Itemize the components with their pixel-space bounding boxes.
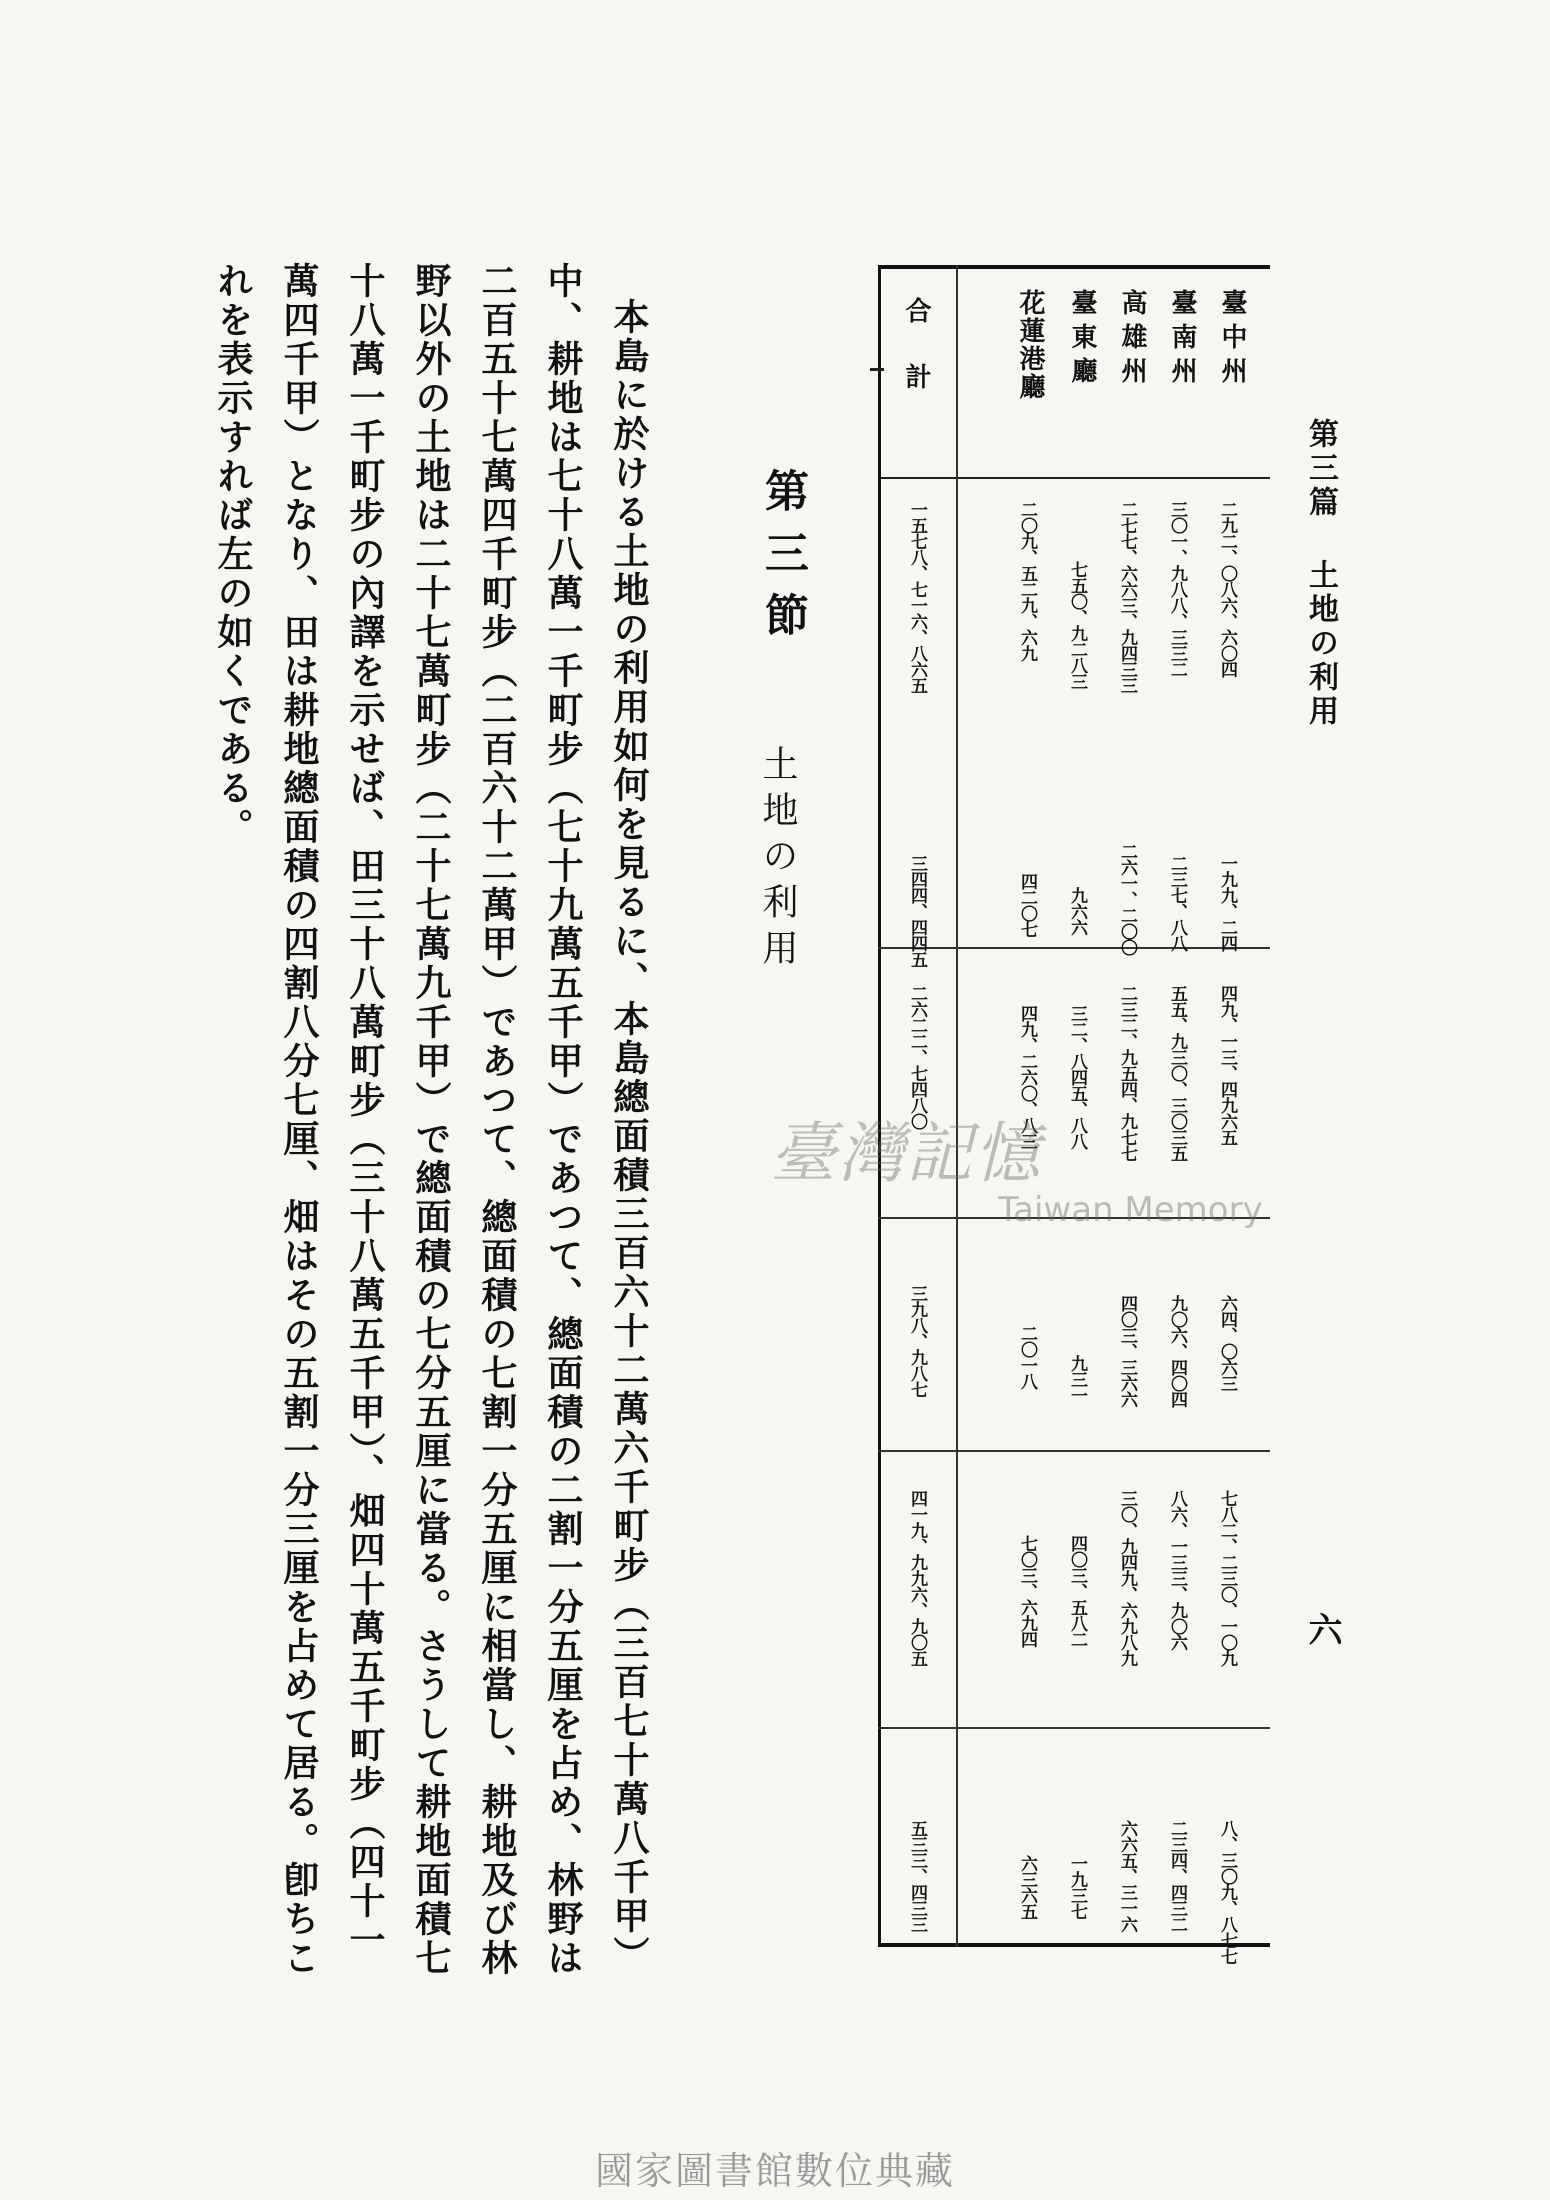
table-total-cell: 二六二二、七四八〇	[907, 985, 927, 1129]
collection-footer: 國家圖書館數位典藏	[594, 2149, 955, 2193]
table-cell: 九六六	[1067, 887, 1087, 935]
table-cell: 四二〇七	[1017, 873, 1037, 937]
watermark-english: Taiwan Memory	[998, 1190, 1263, 1230]
taiwan-memory-watermark	[770, 1100, 1263, 1230]
table-total-cell: 五三三、四三三	[907, 1820, 927, 1932]
region-label: 臺南州	[1167, 289, 1197, 391]
table-cell: 七八二、二三〇、一〇九	[1217, 1490, 1237, 1666]
table-total-cell: 三九八、九八七	[907, 1285, 927, 1397]
table-cell: 三〇、九四九、六九八九	[1117, 1490, 1137, 1666]
total-label: 合計	[901, 297, 931, 429]
table-cell: 二六一、二〇〇	[1117, 843, 1137, 955]
table-cell: 二三四、四三二	[1167, 1820, 1187, 1932]
table-cell: 七五〇、九二八三	[1067, 561, 1087, 689]
table-cell: 七〇三、六九四	[1017, 1535, 1037, 1647]
table-cell: 四〇三、五八二	[1067, 1535, 1087, 1647]
running-header-title: 第三篇 土地の利用	[1303, 418, 1338, 729]
table-cell: 三〇一、九八八、三三二	[1167, 501, 1187, 677]
page-number: 六	[1302, 1612, 1342, 1646]
section-title: 土地の利用	[757, 745, 798, 975]
table-cell: 四〇三、三六六	[1117, 1295, 1137, 1407]
table-cell: 二〇一八	[1017, 1325, 1037, 1389]
table-total-cell: 一五七八、七一六、八六五	[907, 501, 927, 693]
table-column-separator	[878, 1450, 1270, 1452]
region-label: 花蓮港廳	[1015, 289, 1045, 401]
table-cell: 二九二、〇八六、六〇四	[1217, 501, 1237, 677]
body-paragraph: 本島に於ける土地の利用如何を見るに、本島總面積三百六十二萬六千町步（三百七十萬八千甲）中、耕地は七十八萬一千町步（七十九萬五千甲）であつて、總面積の二割一分五厘を占め、林野は二百五十七萬四千町步（二百六十二萬甲）であつて、總面積の七割一分五厘に相當し、耕地及び林野以外の土地は二十七萬町步（二十七萬九千甲）で總面積の七分五厘に當る。さうして耕地面積七十八萬一千町步の內譯を示せば、田三十八萬町步（三十八萬五千甲）、畑四十萬五千町步（四十一萬四千甲）となり、田は耕地總面積の四割八分七厘、畑はその五割一分三厘を占めて居る。卽ちこれを表示すれば左の如くである。	[212, 262, 650, 1978]
table-cell: 五五、九三〇、三〇三五	[1167, 985, 1187, 1161]
table-cell: 二〇九、五二九、六九	[1017, 501, 1037, 661]
table-cell: 一九九、二四	[1217, 855, 1237, 951]
table-bottom-rule	[878, 1943, 1270, 1947]
table-cell: 二三二、九五四、九七七	[1117, 985, 1137, 1161]
table-total-cell: 四一九、九九六、九〇五	[907, 1490, 927, 1666]
table-cell: 四九、二六〇、八三	[1017, 1005, 1037, 1149]
table-column-separator	[878, 1727, 1270, 1729]
table-column-separator	[878, 947, 1270, 949]
table-cell: 九三一	[1067, 1355, 1087, 1403]
table-cell: 四九、一三、四九六五	[1217, 985, 1237, 1145]
region-label: 高雄州	[1117, 289, 1147, 391]
table-cell: 二七七、六六三、九四三三	[1117, 501, 1137, 693]
table-cell: 一九三七	[1067, 1855, 1087, 1919]
scan-speck	[870, 368, 884, 371]
table-cell: 二三七、八八	[1167, 855, 1187, 951]
watermark-script: 臺灣記憶	[770, 1115, 1042, 1192]
section-heading: 第三節	[757, 468, 808, 654]
table-top-rule	[878, 265, 1270, 269]
table-cell: 八六、一三三、九〇六	[1167, 1490, 1187, 1650]
table-cell: 九〇六、四〇四	[1167, 1295, 1187, 1407]
table-cell: 八、三〇九、八七七	[1217, 1820, 1237, 1964]
table-total-cell: 三四四、四四五	[907, 855, 927, 967]
table-cell: 六三六五	[1017, 1855, 1037, 1919]
table-header-rule	[878, 477, 1270, 479]
table-cell: 六四、〇六三	[1217, 1295, 1237, 1391]
table-cell: 六六五、三一六	[1117, 1820, 1137, 1932]
region-label: 臺東廳	[1067, 289, 1097, 391]
region-label: 臺中州	[1217, 289, 1247, 391]
table-cell: 三二、八四五、八八	[1067, 1005, 1087, 1149]
